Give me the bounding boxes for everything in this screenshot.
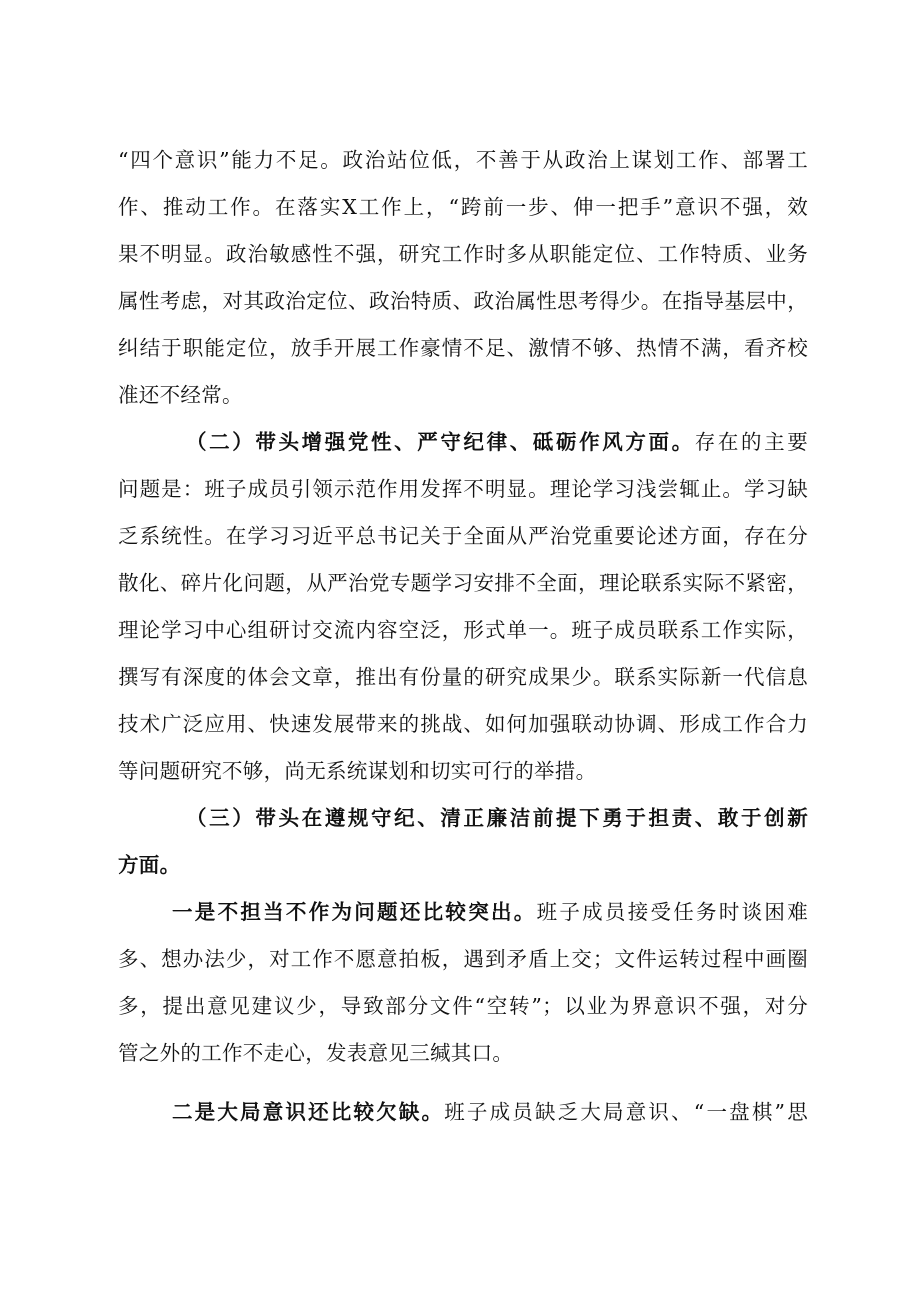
- p2-line-1-rest: 存在的主要: [694, 430, 808, 454]
- p2-line-3: 乏系统性。在学习习近平总书记关于全面从严治党重要论述方面，存在分: [118, 524, 808, 548]
- p2-line-2: 问题是：班子成员引领示范作用发挥不明显。理论学习浅尝辄止。学习缺: [118, 477, 808, 501]
- p5-heading: 二是大局意识还比较欠缺。: [172, 1100, 445, 1124]
- p1-line-4: 属性考虑，对其政治定位、政治特质、政治属性思考得少。在指导基层中，: [118, 289, 808, 313]
- p1-line-1: “四个意识”能力不足。政治站位低，不善于从政治上谋划工作、部署工: [118, 148, 808, 172]
- p5-line-1-rest: 班子成员缺乏大局意识、“一盘棋”思: [444, 1100, 808, 1124]
- p1-line-3: 果不明显。政治敏感性不强，研究工作时多从职能定位、工作特质、业务: [118, 242, 808, 266]
- p3-heading-line-1: （三）带头在遵规守纪、清正廉洁前提下勇于担责、敢于创新: [186, 806, 808, 830]
- p2-line-6: 撰写有深度的体会文章，推出有份量的研究成果少。联系实际新一代信息: [118, 665, 808, 689]
- p1-line-5: 纠结于职能定位，放手开展工作豪情不足、激情不够、热情不满，看齐校: [118, 336, 808, 360]
- p1-line-6: 准还不经常。: [118, 383, 243, 407]
- p4-line-1-rest: 班子成员接受任务时谈困难: [536, 900, 808, 924]
- p2-line-5: 理论学习中心组研讨交流内容空泛，形式单一。班子成员联系工作实际，: [118, 618, 808, 642]
- p2-heading: （二）带头增强党性、严守纪律、砥砺作风方面。: [186, 430, 695, 454]
- p4-line-1: [172, 898, 808, 926]
- p4-line-4: 管之外的工作不走心，发表意见三缄其口。: [118, 1041, 514, 1065]
- p2-line-8: 等问题研究不够，尚无系统谋划和切实可行的举措。: [118, 759, 597, 783]
- p5-line-1: [172, 1098, 808, 1126]
- p4-line-3: 多，提出意见建议少，导致部分文件“空转”；以业为界意识不强，对分: [118, 994, 808, 1018]
- p4-heading: 一是不担当不作为问题还比较突出。: [172, 900, 537, 924]
- p1-line-2: 作、推动工作。在落实X工作上，“跨前一步、伸一把手”意识不强，效: [118, 195, 808, 219]
- p2-line-1: [186, 428, 808, 456]
- p3-heading-line-2: 方面。: [118, 853, 181, 877]
- p4-line-2: 多、想办法少，对工作不愿意拍板，遇到矛盾上交；文件运转过程中画圈: [118, 947, 808, 971]
- p2-line-4: 散化、碎片化问题，从严治党专题学习安排不全面，理论联系实际不紧密，: [118, 571, 808, 595]
- p2-line-7: 技术广泛应用、快速发展带来的挑战、如何加强联动协调、形成工作合力: [118, 712, 808, 736]
